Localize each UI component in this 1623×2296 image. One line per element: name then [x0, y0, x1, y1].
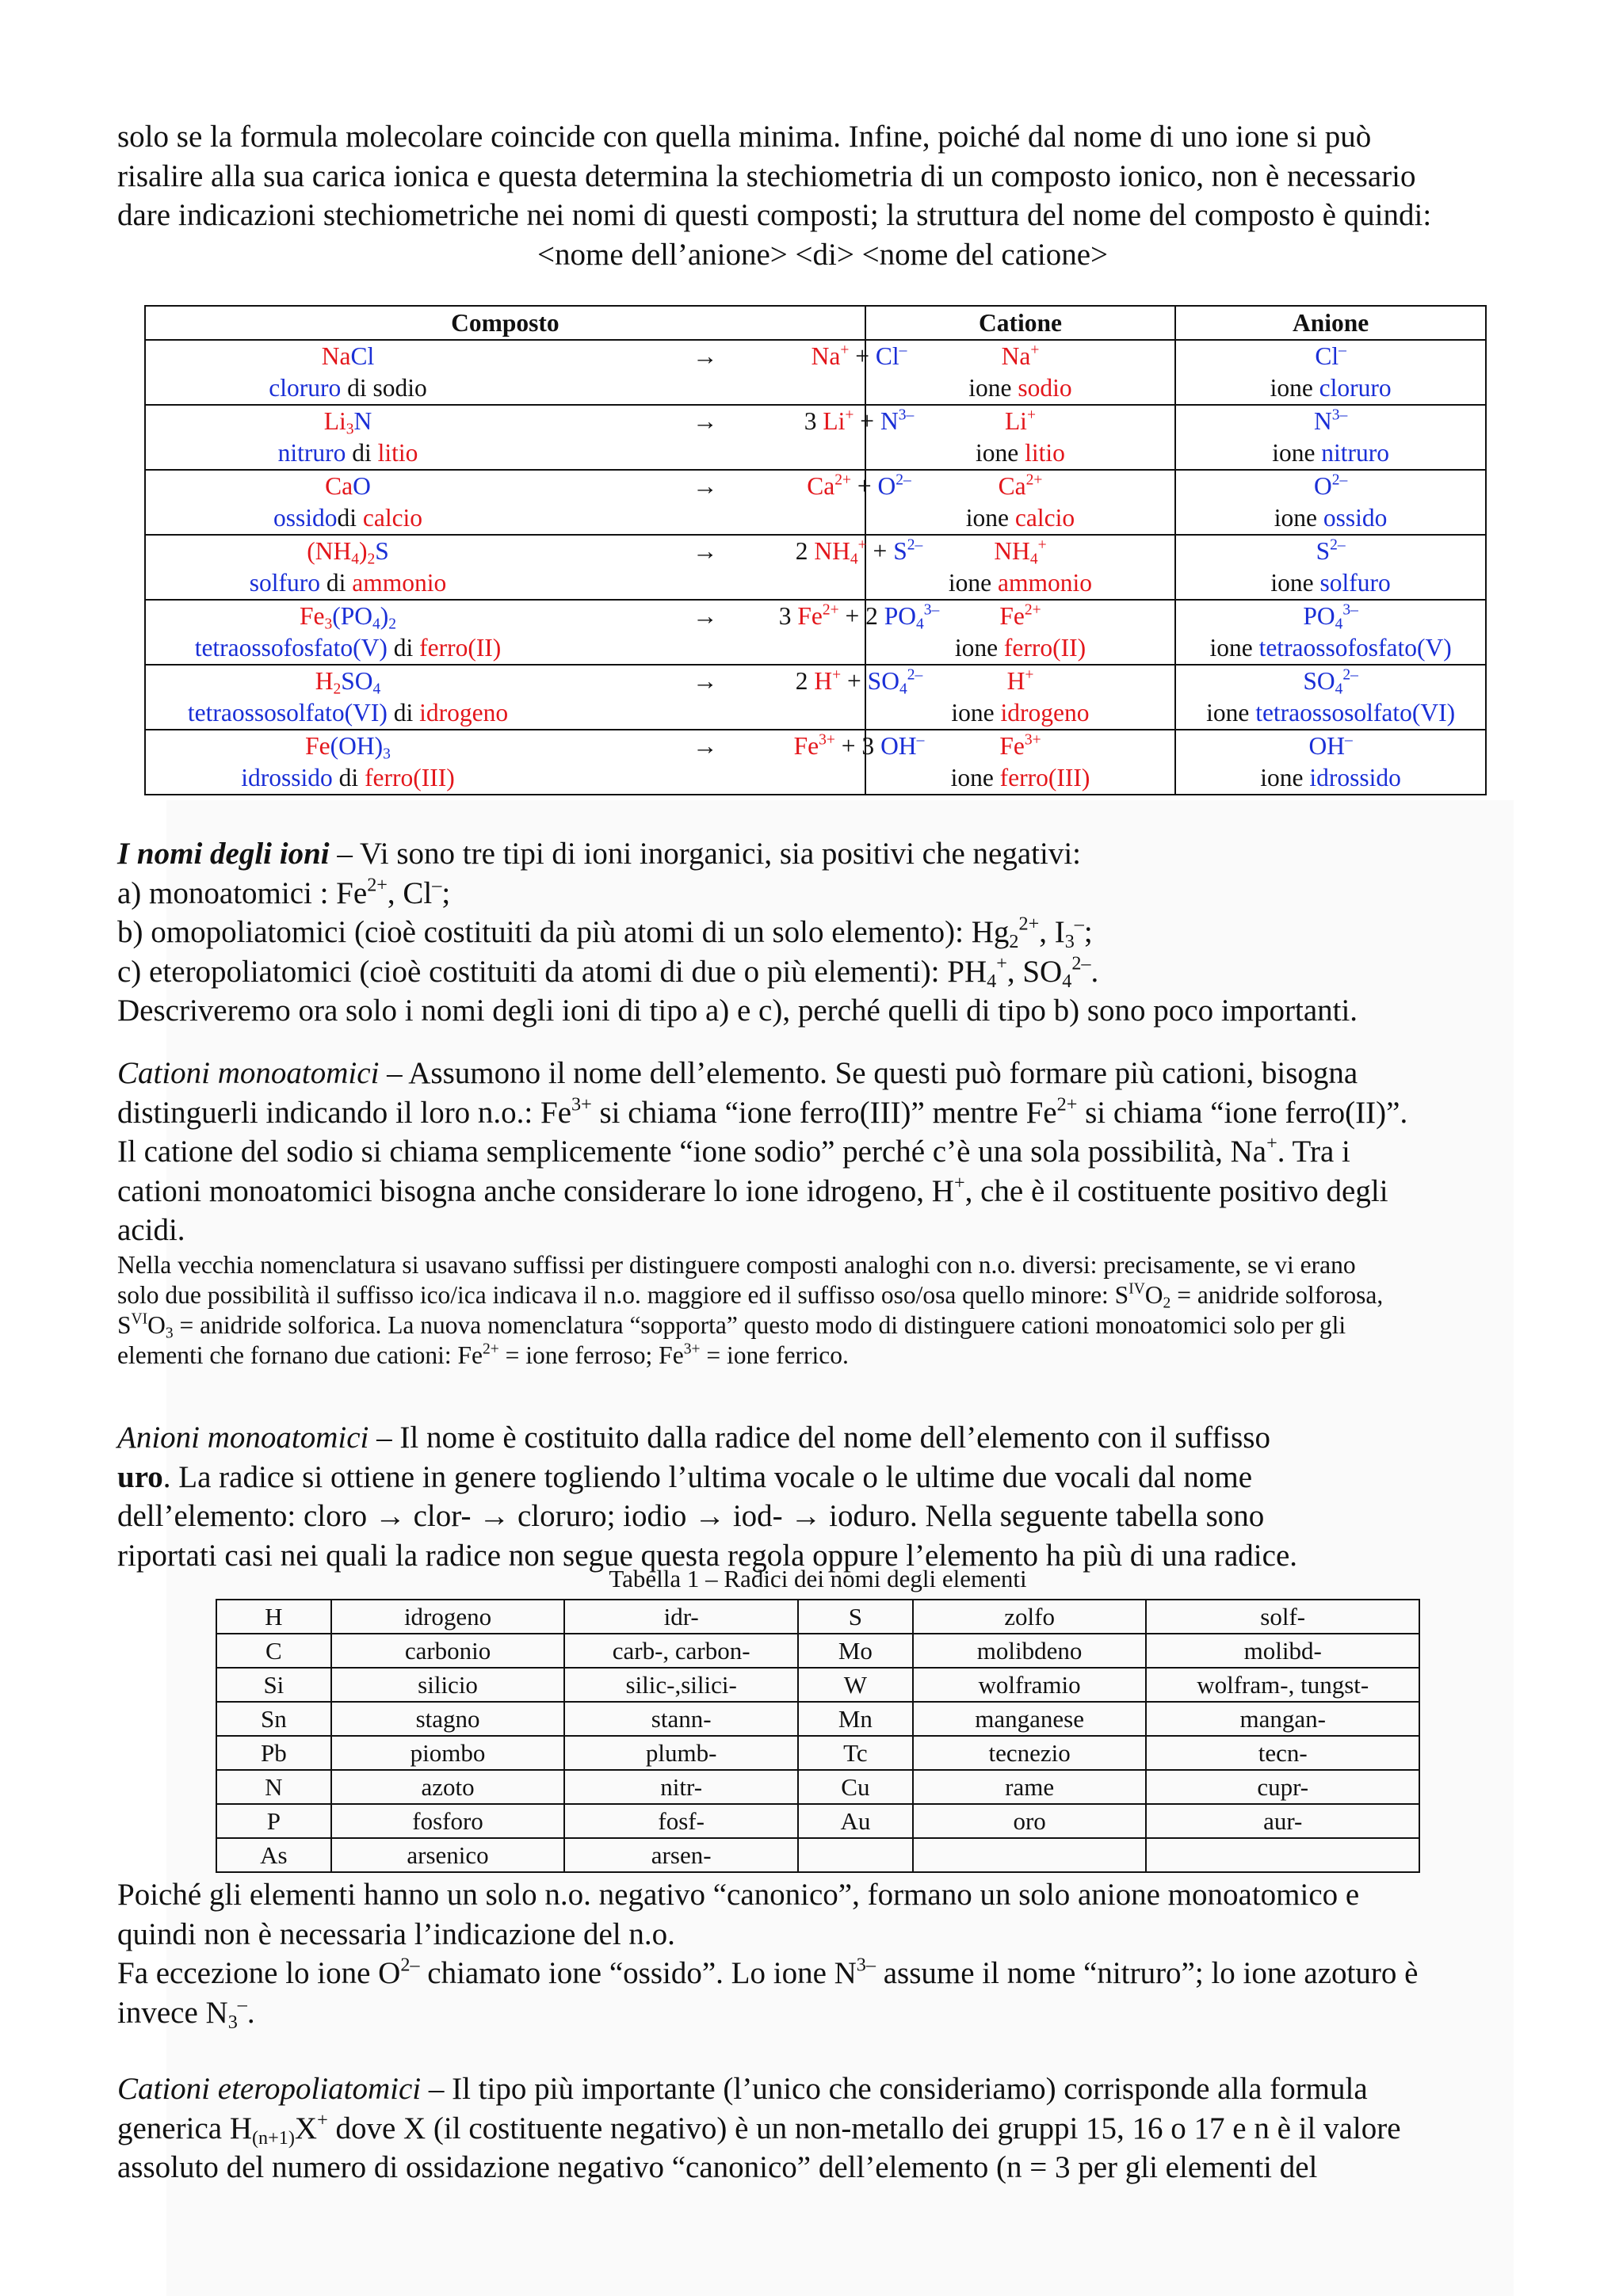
dissociation: 3 $Li^+ + N^{3-}$	[804, 406, 915, 435]
table-cell: idr-	[564, 1600, 798, 1634]
arrow-icon: →	[693, 472, 718, 500]
ions-note: Descriveremo ora solo i nomi degli ioni di tipo a) e c), perché quelli di tipo b) sono poco importanti.	[117, 994, 1358, 1028]
section-title: Cationi monoatomici	[117, 1056, 380, 1090]
cation-cell: $Fe^{3+}$ ione ferro(III)	[865, 730, 1176, 795]
table-row	[216, 1770, 1419, 1804]
dissociation: $Ca^{2+} + O^{2-}$	[807, 471, 911, 500]
compound-formula: $Fe(OH)_3$	[305, 732, 391, 763]
header-catione: Catione	[865, 306, 1176, 340]
radici-table	[216, 1599, 1420, 1873]
text-line: cationi monoatomici bisogna anche considerare lo ione idrogeno, H+, che è il costituente positivo degli	[117, 1171, 1388, 1208]
cationi-monoatomici-section	[117, 1054, 1528, 1371]
table-header-row	[145, 306, 1486, 340]
ions-section	[117, 834, 1528, 1031]
table-cell	[1146, 1838, 1419, 1872]
arrow-icon: →	[693, 537, 718, 565]
cation-cell: H+ ione idrogeno	[865, 665, 1176, 730]
table-row	[145, 405, 1486, 470]
table-cell: arsen-	[564, 1838, 798, 1872]
table-cell: Cu	[798, 1770, 913, 1804]
table-cell: tecn-	[1146, 1736, 1419, 1770]
table-cell: stagno	[331, 1702, 565, 1736]
table-cell: nitr-	[564, 1770, 798, 1804]
table-cell: idrogeno	[331, 1600, 565, 1634]
arrow-icon: →	[693, 732, 718, 760]
table-caption: Tabella 1 – Radici dei nomi degli elementi	[609, 1565, 1027, 1592]
table-cell: piombo	[331, 1736, 565, 1770]
table-row	[145, 730, 1486, 795]
intro-line: solo se la formula molecolare coincide con quella minima. Infine, poiché dal nome di uno ione si può	[117, 120, 1372, 154]
table-cell	[913, 1838, 1147, 1872]
note-line: $S^{VI}O_3$ = anidride solforica. La nuova nomenclatura “sopporta” questo modo di distinguere cationi monoatomici solo per gli	[117, 1310, 1346, 1341]
anion-cell: $S^{2-}$ ione solfuro	[1175, 535, 1486, 600]
table-cell: plumb-	[564, 1736, 798, 1770]
table-cell: P	[216, 1804, 331, 1838]
table-cell: Mo	[798, 1634, 913, 1668]
arrow-icon: →	[693, 342, 718, 370]
compound-formula: $(NH_4)_2S$	[307, 537, 389, 568]
table-cell: fosforo	[331, 1804, 565, 1838]
table-cell: Si	[216, 1668, 331, 1702]
table-row	[216, 1804, 1419, 1838]
compound-name: solfuro di ammonio	[249, 569, 447, 597]
table-row	[216, 1668, 1419, 1702]
header-composto: Composto	[145, 306, 865, 340]
table-cell: oro	[913, 1804, 1147, 1838]
compound-formula: $H_2SO_4$	[315, 667, 381, 698]
text-line: riportati casi nei quali la radice non segue questa regola oppure l’elemento ha più di una radice.	[117, 1538, 1298, 1573]
table-cell: Mn	[798, 1702, 913, 1736]
compound-name: ossidodi calcio	[273, 504, 423, 532]
section-title: I nomi degli ioni	[117, 837, 330, 871]
text-line: assoluto del numero di ossidazione negativo “canonico” dell’elemento (n = 3 per gli elementi del	[117, 2150, 1318, 2184]
intro-paragraph	[117, 117, 1528, 274]
compound-formula: NaCl	[321, 342, 375, 370]
table-cell: N	[216, 1770, 331, 1804]
header-anione: Anione	[1175, 306, 1486, 340]
note-line: elementi che fornano due cationi: $Fe^{2+}$ = ione ferroso; $Fe^{3+}$ = ione ferrico.	[117, 1340, 849, 1369]
table-cell: Sn	[216, 1702, 331, 1736]
table-cell: molibdeno	[913, 1634, 1147, 1668]
table-row	[216, 1600, 1419, 1634]
anion-cell: $N^{3-}$ ione nitruro	[1175, 405, 1486, 470]
table-cell: molibd-	[1146, 1634, 1419, 1668]
text-line: – Il nome è costituito dalla radice del nome dell’elemento con il suffisso	[376, 1421, 1270, 1455]
dissociation: 2 $H^+ + SO_4^{2-}$	[795, 666, 923, 698]
table-cell: H	[216, 1600, 331, 1634]
table-row	[216, 1634, 1419, 1668]
table-cell: W	[798, 1668, 913, 1702]
table-cell: manganese	[913, 1702, 1147, 1736]
table-cell: silic-,silici-	[564, 1668, 798, 1702]
text-line: uro. La radice si ottiene in genere togliendo l’ultima vocale o le ultime due vocali dal nome	[117, 1459, 1253, 1494]
section-title: Cationi eteropoliatomici	[117, 2072, 422, 2106]
arrow-icon: →	[693, 407, 718, 435]
compound-formula: $Fe_3(PO_4)_2$	[299, 602, 397, 633]
table-cell: aur-	[1146, 1804, 1419, 1838]
cation-cell: Li+ ione litio	[865, 405, 1176, 470]
text-line: quindi non è necessaria l’indicazione del n.o.	[117, 1917, 675, 1951]
compound-name: idrossido di ferro(III)	[241, 764, 455, 791]
compound-name: tetraossofosfato(V) di ferro(II)	[194, 634, 502, 662]
table-cell: fosf-	[564, 1804, 798, 1838]
anion-cell: $O^{2-}$ ione ossido	[1175, 470, 1486, 535]
text-line: – Il tipo più importante (l’unico che consideriamo) corrisponde alla formula	[428, 2072, 1368, 2106]
anioni-monoatomici-section	[117, 1418, 1528, 1575]
text-line: acidi.	[117, 1213, 185, 1247]
note-line: Nella vecchia nomenclatura si usavano suffissi per distinguere composti analoghi con n.o. diversi: precisamente, se vi erano	[117, 1250, 1356, 1279]
intro-line: dare indicazioni stechiometriche nei nomi di questi composti; la struttura del nome del composto è quindi:	[117, 198, 1432, 232]
anion-cell: $SO_4^{2-}$ ione tetraossosolfato(VI)	[1175, 665, 1486, 730]
dissociation: 3 $Fe^{2+} + 2$ $PO_4^{3-}$	[778, 601, 940, 633]
text-line: Il catione del sodio si chiama semplicemente “ione sodio” perché c’è una sola possibilità, Na+. Tra i	[117, 1132, 1350, 1169]
table-cell: tecnezio	[913, 1736, 1147, 1770]
table-cell: As	[216, 1838, 331, 1872]
table-cell: Au	[798, 1804, 913, 1838]
table-cell: arsenico	[331, 1838, 565, 1872]
table-row	[216, 1838, 1419, 1872]
cationi-eteropoliatomici-section	[117, 2069, 1528, 2187]
table-cell: silicio	[331, 1668, 565, 1702]
name-pattern: <nome dell’anione> <di> <nome del catione>	[537, 237, 1108, 272]
section-title: Anioni monoatomici	[117, 1421, 369, 1455]
ion-type-b: b) omopoliatomici (cioè costituiti da più atomi di un solo elemento): $Hg_2^{2+}$, $I_3^-$;	[117, 913, 1093, 952]
compounds-table	[144, 305, 1487, 795]
text-line: distinguerli indicando il loro n.o.: $Fe^{3+}$ si chiama “ione ferro(III)” mentre $Fe^{2+}$ si chiama “ione ferro(II)”.	[117, 1093, 1408, 1130]
table-cell: C	[216, 1634, 331, 1668]
section-intro: – Vi sono tre tipi di ioni inorganici, sia positivi che negativi:	[337, 837, 1081, 871]
table-cell: rame	[913, 1770, 1147, 1804]
table-cell: Tc	[798, 1736, 913, 1770]
table-cell: wolframio	[913, 1668, 1147, 1702]
anion-cell: Cl– ione cloruro	[1175, 340, 1486, 405]
table-cell: carbonio	[331, 1634, 565, 1668]
table-row	[145, 470, 1486, 535]
table-cell: solf-	[1146, 1600, 1419, 1634]
ion-type-c: c) eteropoliatomici (cioè costituiti da atomi di due o più elementi): $PH_4^+$, $SO_4^{2-}$.	[117, 952, 1099, 992]
arrow-icon: →	[693, 667, 718, 695]
dissociation: $Fe^{3+} + 3$ OH–	[793, 731, 925, 760]
text-line: Fa eccezione lo ione $O^{2-}$ chiamato ione “ossido”. Lo ione $N^{3-}$ assume il nome “nitruro”; lo ione azoturo è	[117, 1954, 1419, 1990]
old-nomenclature-note	[117, 1250, 1528, 1371]
table-cell: cupr-	[1146, 1770, 1419, 1804]
table-cell: carb-, carbon-	[564, 1634, 798, 1668]
text-line: Poiché gli elementi hanno un solo n.o. negativo “canonico”, formano un solo anione monoatomico e	[117, 1878, 1360, 1912]
compound-formula: CaO	[325, 472, 371, 500]
text-line: generica $H_{(n+1)}X^+$ dove X (il costituente negativo) è un non-metallo dei gruppi 15, 16 o 17 e n è il valore	[117, 2108, 1401, 2149]
cation-cell: $Ca^{2+}$ ione calcio	[865, 470, 1176, 535]
table-cell: zolfo	[913, 1600, 1147, 1634]
table-row	[216, 1702, 1419, 1736]
table-cell: stann-	[564, 1702, 798, 1736]
table-row	[216, 1736, 1419, 1770]
table-row	[145, 535, 1486, 600]
anion-cell: OH– ione idrossido	[1175, 730, 1486, 795]
table-row	[145, 665, 1486, 730]
table-cell: Pb	[216, 1736, 331, 1770]
arrow-icon: →	[693, 602, 718, 630]
table-row	[145, 340, 1486, 405]
compound-formula: $Li_3N$	[323, 407, 372, 438]
intro-line: risalire alla sua carica ionica e questa determina la stechiometria di un composto ionico, non è necessario	[117, 158, 1416, 193]
table-cell	[798, 1838, 913, 1872]
cation-cell: $NH_4^+$ ione ammonio	[865, 535, 1176, 600]
compound-name: cloruro di sodio	[269, 374, 427, 402]
table-cell: mangan-	[1146, 1702, 1419, 1736]
table-cell: S	[798, 1600, 913, 1634]
dissociation: 2 $NH_4^+ + S^{2-}$	[795, 536, 923, 568]
ion-type-a: a) monoatomici : $Fe^{2+}$, Cl–;	[117, 873, 451, 910]
table-cell: azoto	[331, 1770, 565, 1804]
anion-cell: $PO_4^{3-}$ ione tetraossofosfato(V)	[1175, 600, 1486, 665]
compound-name: tetraossosolfato(VI) di idrogeno	[187, 699, 509, 727]
cation-cell: $Fe^{2+}$ ione ferro(II)	[865, 600, 1176, 665]
text-line: – Assumono il nome dell’elemento. Se questi può formare più cationi, bisogna	[387, 1056, 1358, 1090]
table-cell: wolfram-, tungst-	[1146, 1668, 1419, 1702]
suffix: uro	[117, 1459, 163, 1494]
dissociation: Na+ + Cl–	[811, 341, 907, 370]
note-line: solo due possibilità il suffisso ico/ica indicava il n.o. maggiore ed il suffisso oso/osa quello minore: $S^{IV}O_2$ = anidride solforosa,	[117, 1280, 1384, 1311]
cation-cell: Na+ ione sodio	[865, 340, 1176, 405]
after-table-paragraph	[117, 1875, 1528, 2032]
text-line: dell’elemento: cloro → clor- → cloruro; iodio → iod- → ioduro. Nella seguente tabella sono	[117, 1499, 1265, 1533]
text-line: invece $N_3^-$.	[117, 1993, 255, 2033]
table-row	[145, 600, 1486, 665]
compound-name: nitruro di litio	[277, 439, 418, 467]
